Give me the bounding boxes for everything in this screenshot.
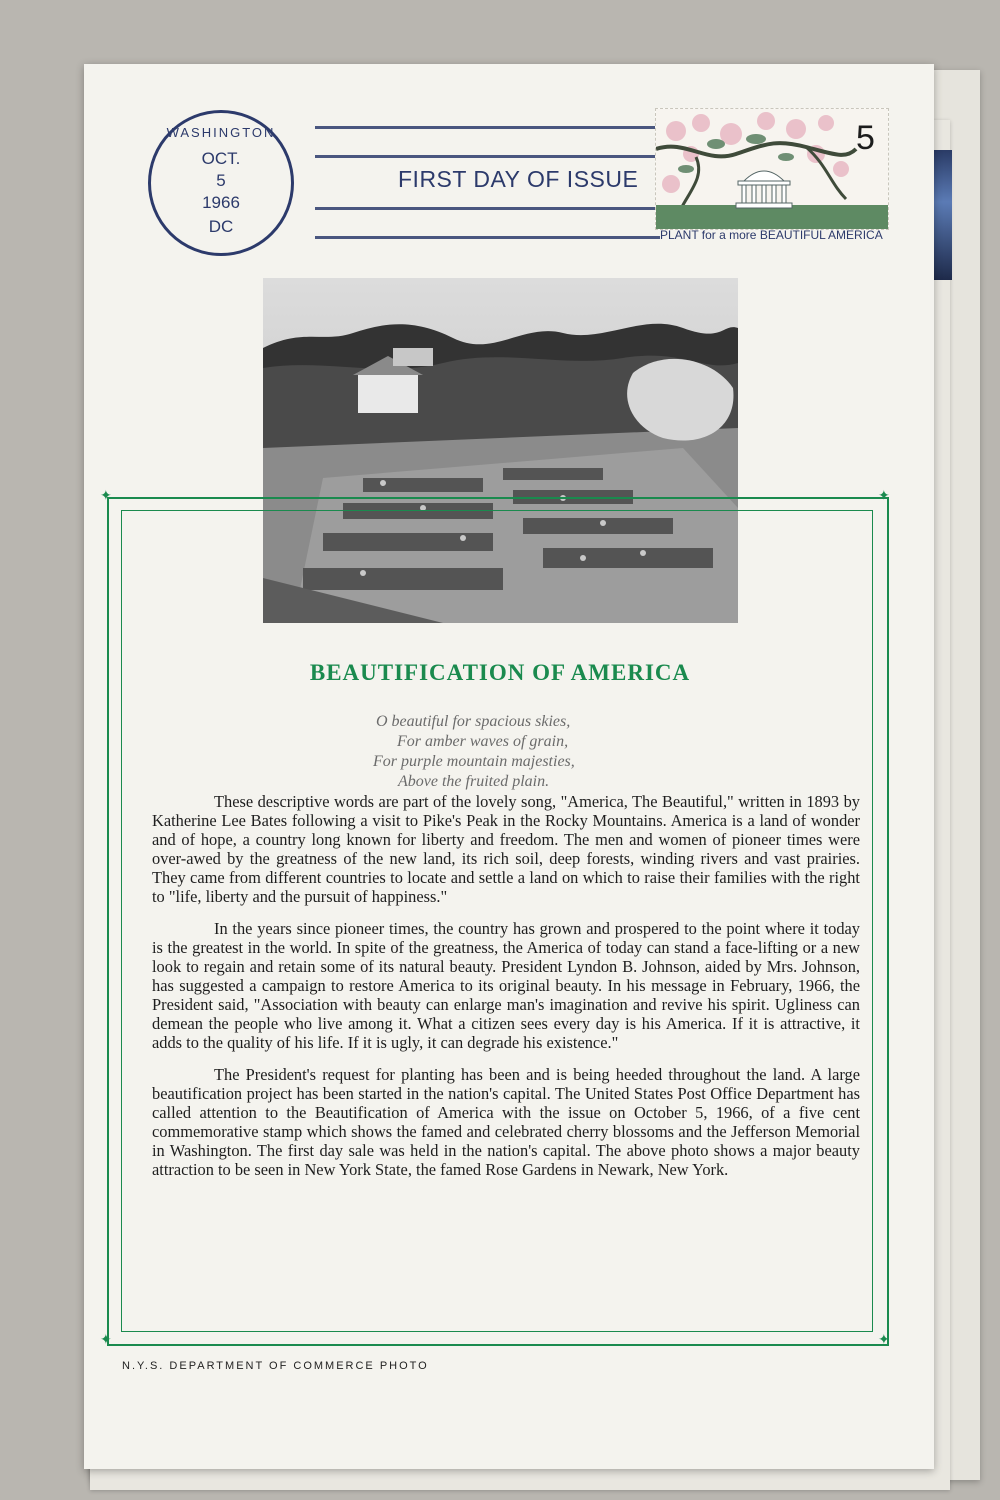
photo-credit: N.Y.S. DEPARTMENT OF COMMERCE PHOTO (122, 1360, 429, 1372)
postmark-circle (148, 110, 294, 256)
cancel-bar (315, 155, 660, 158)
postmark-state: DC (208, 217, 234, 236)
paragraph: These descriptive words are part of the lovely song, "America, The Beautiful," written in 1893 by Katherine Lee Bates following a visit to Pike's Peak in the Rocky Mountains. America is a land of wonder and of hope, a country long known for liberty and freedom. The men and women of pioneer times were over-awed by the greatness of the new land, its rich soil, deep forests, winding rivers and vast prairies. They came from different countries to locate and settle a land on which to raise their families with the right to "life, liberty and the pursuit of happiness." (152, 792, 860, 906)
poem-line: Above the fruited plain. (398, 773, 550, 790)
corner-ornament-icon: ✦ (100, 1333, 112, 1348)
poem-line: For purple mountain majesties, (373, 753, 575, 770)
stamp-denomination: 5 (856, 119, 875, 157)
first-day-of-issue-text: FIRST DAY OF ISSUE (398, 166, 639, 192)
cherry-blossom-jefferson-memorial-icon (656, 109, 888, 229)
poem-line: O beautiful for spacious skies, (376, 713, 571, 730)
article-body (152, 792, 860, 1192)
postmark-city: WASHINGTON (166, 125, 276, 140)
poem-line: For amber waves of grain, (397, 733, 569, 750)
corner-ornament-icon: ✦ (878, 489, 890, 504)
postmark-year: 1966 (202, 193, 240, 212)
cancel-bar (315, 207, 660, 210)
postage-stamp (655, 108, 889, 230)
corner-ornament-icon: ✦ (878, 1333, 890, 1348)
corner-ornament-icon: ✦ (100, 489, 112, 504)
poem-verse (0, 712, 1000, 792)
stamp-legend: PLANT for a more BEAUTIFUL AMERICA (660, 228, 883, 242)
postmark-day: 5 (216, 171, 226, 190)
paragraph: In the years since pioneer times, the country has grown and prospered to the point where it today is the greatest in the world. In spite of the greatness, the America of today can stand a face-lifting or a new look to regain and retain some of its natural beauty. President Lyndon B. Johnson, aided by Mrs. Johnson, has suggested a campaign to restore America to its original beauty. In his message in February, 1966, the President said, "Association with beauty can enlarge man's imagination and revive his spirit. Ugliness can demean the people who live among it. What a citizen sees every day is his America. If it is attractive, it adds to the quality of his life. If it is ugly, it can degrade his existence." (152, 919, 860, 1052)
paragraph: The President's request for planting has been and is being heeded throughout the land. A large beautification project has been started in the nation's capital. The United States Post Office Department has called attention to the Beautification of America with the issue on October 5, 1966, of a five cent commemorative stamp which shows the famed and celebrated cherry blossoms and the Jefferson Memorial in Washington. The first day sale was held in the nation's capital. The above photo shows a major beauty attraction to be seen in New York State, the famed Rose Gardens in Newark, New York. (152, 1065, 860, 1179)
postmark-month: OCT. (201, 149, 241, 168)
background-stamp-edge (934, 150, 952, 280)
page-title: BEAUTIFICATION OF AMERICA (309, 660, 691, 685)
cancel-bar (315, 236, 660, 239)
cancel-bar (315, 126, 660, 129)
